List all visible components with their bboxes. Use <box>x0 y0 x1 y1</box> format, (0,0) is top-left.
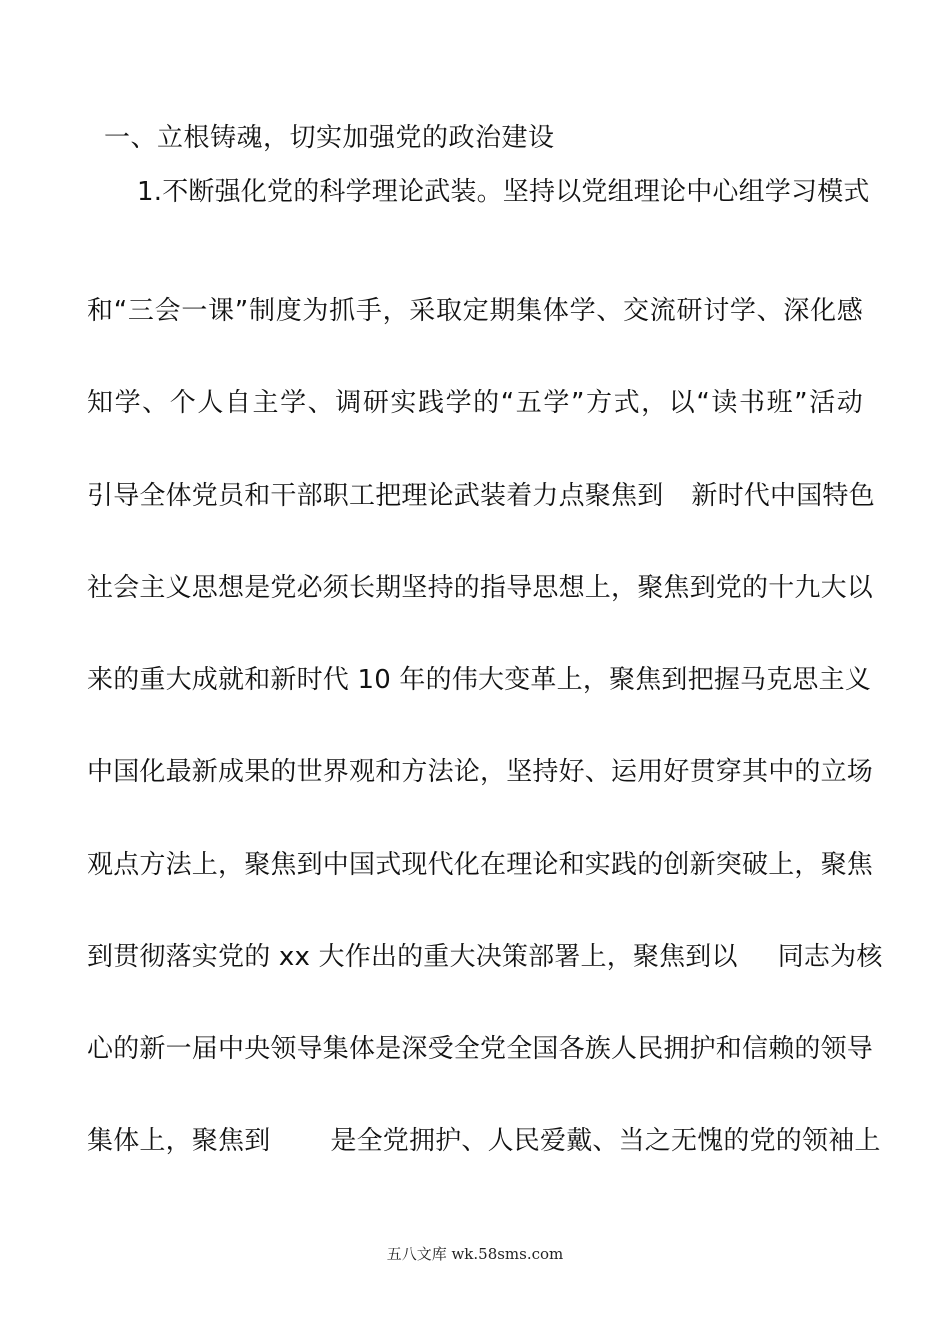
paragraph-line: 心的新一届中央领导集体是深受全党全国各族人民拥护和信赖的领导 <box>87 1034 874 1064</box>
paragraph-line: 中国化最新成果的世界观和方法论，坚持好、运用好贯穿其中的立场 <box>87 757 874 787</box>
paragraph-line <box>87 937 883 977</box>
paragraph-line-segment: 到贯彻落实党的 xx 大作出的重大决策部署上，聚焦到以 <box>87 942 738 972</box>
paragraph-line <box>87 1121 881 1161</box>
paragraph-line <box>87 476 875 516</box>
section-heading: 一、立根铸魂，切实加强党的政治建设 <box>104 123 555 153</box>
paragraph-line: 社会主义思想是党必须长期坚持的指导思想上，聚焦到党的十九大以 <box>87 573 874 603</box>
paragraph-line: 1.不断强化党的科学理论武装。坚持以党组理论中心组学习模式 <box>137 177 870 207</box>
paragraph-line-segment: 集体上，聚焦到 <box>87 1126 271 1156</box>
paragraph-line-segment: 新时代中国特色 <box>691 481 875 511</box>
paragraph-line: 来的重大成就和新时代 10 年的伟大变革上，聚焦到把握马克思主义 <box>87 665 872 695</box>
paragraph-line-segment: 同志为核 <box>777 942 883 972</box>
paragraph-line: 观点方法上，聚焦到中国式现代化在理论和实践的创新突破上，聚焦 <box>87 850 874 880</box>
paragraph-line-segment: 引导全体党员和干部职工把理论武装着力点聚焦到 <box>87 481 664 511</box>
paragraph-line-segment: 是全党拥护、人民爱戴、当之无愧的党的领袖上 <box>330 1126 881 1156</box>
paragraph-line: 知学、个人自主学、调研实践学的“五学”方式，以“读书班”活动 <box>87 388 863 418</box>
footer-watermark: 五八文库 wk.58sms.com <box>386 1245 564 1263</box>
paragraph-line: 和“三会一课”制度为抓手，采取定期集体学、交流研讨学、深化感 <box>87 296 863 326</box>
